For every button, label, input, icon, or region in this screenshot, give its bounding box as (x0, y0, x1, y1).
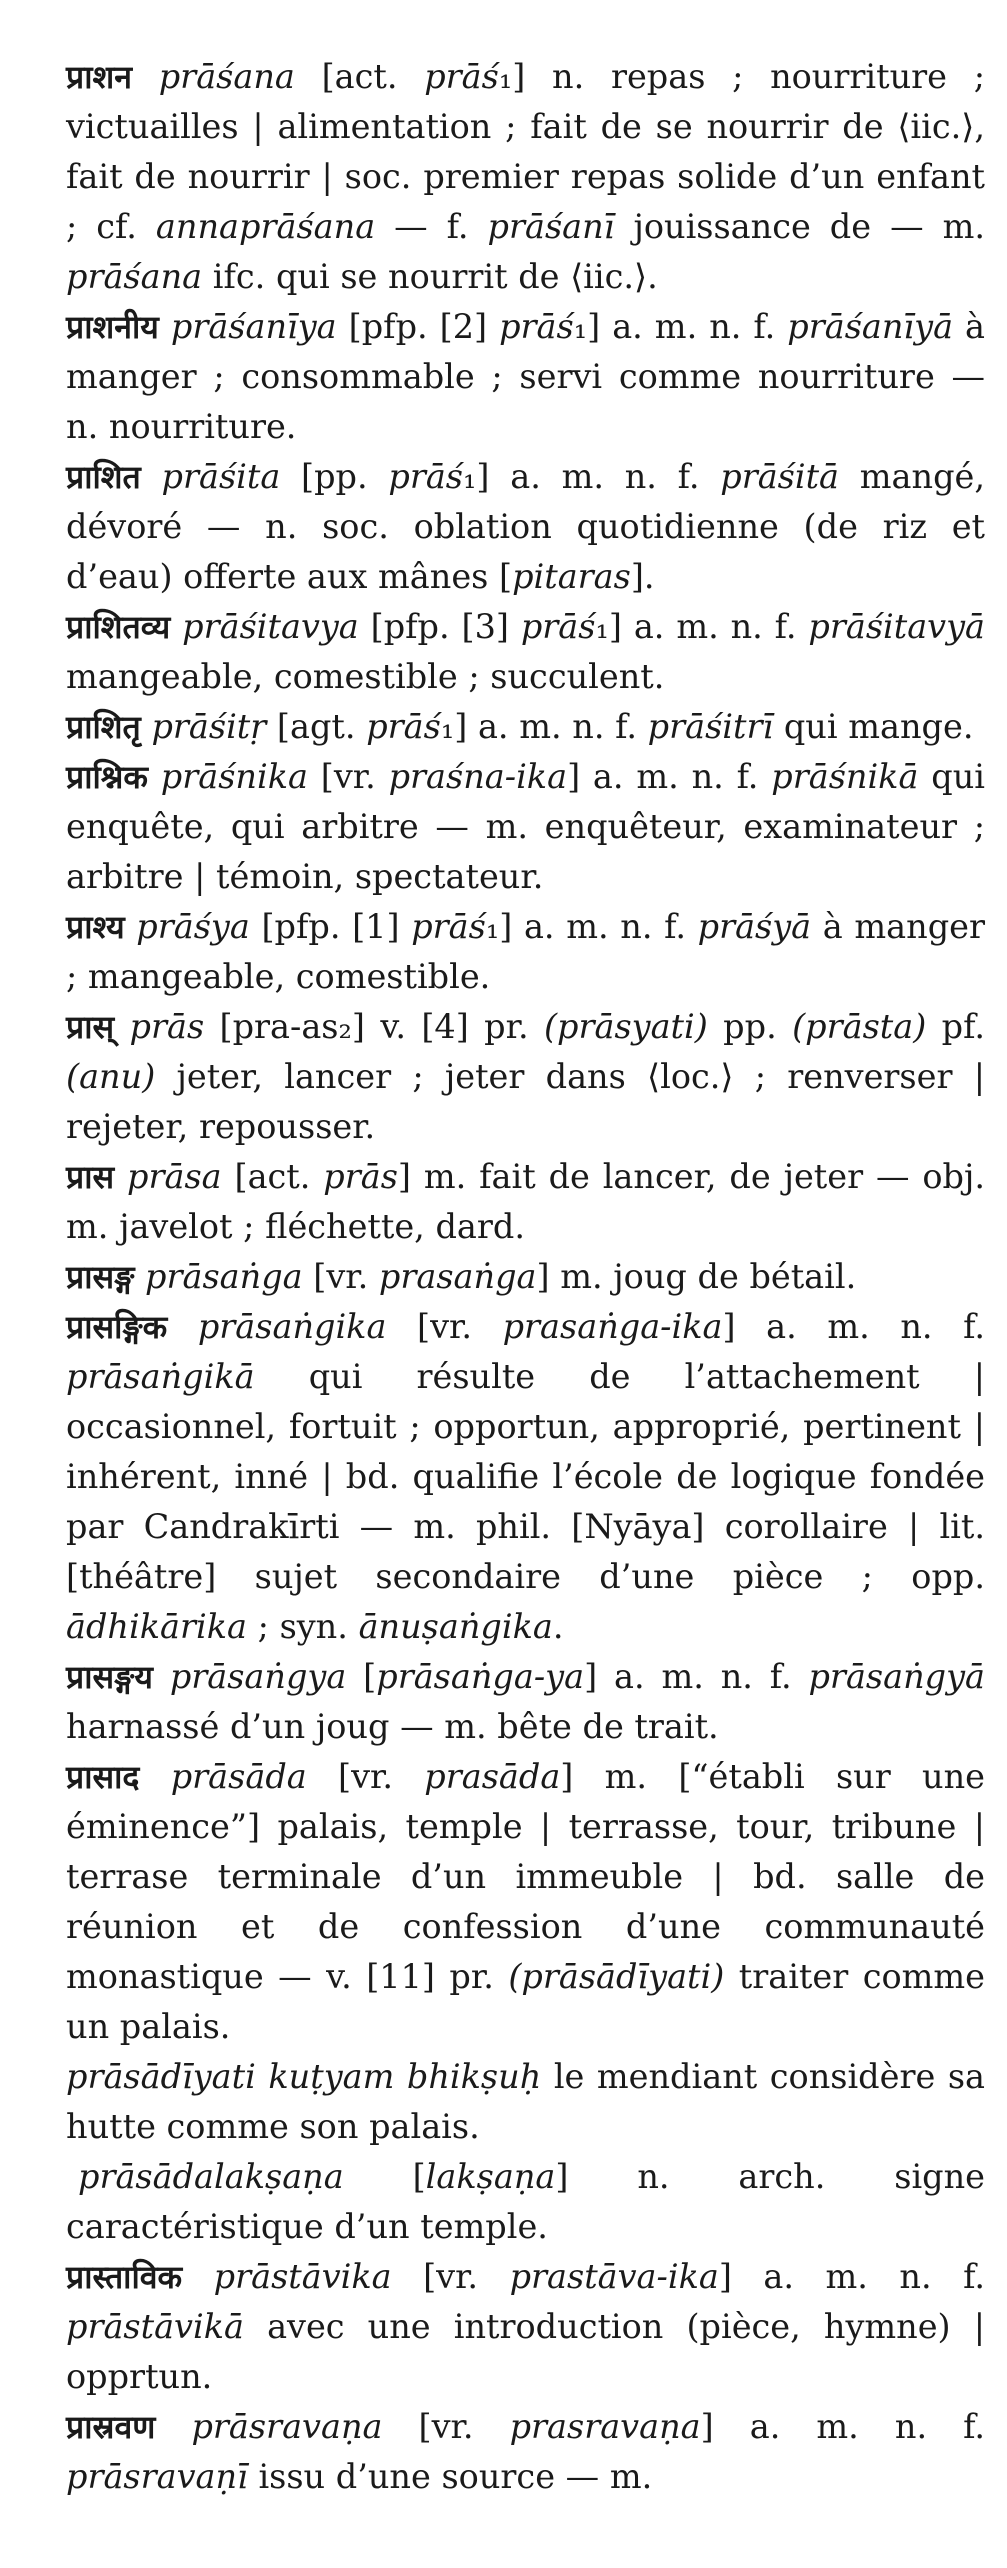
headword-devanagari: प्रासङ्गय (66, 1658, 153, 1696)
headword-transliteration: prāsaṅgika (197, 1307, 387, 1346)
definition-text: [vr. (306, 1757, 425, 1796)
italic-term: prāś (388, 457, 463, 496)
headword-transliteration: prāśya (136, 907, 250, 946)
headword-devanagari: प्राशन (66, 58, 133, 96)
definition-text: ] a. m. n. f. (584, 1657, 809, 1696)
definition-text: [ (343, 2157, 426, 2196)
italic-term: (prāsādīyati) (508, 1957, 725, 1996)
definition-text: pp. (707, 1007, 793, 1046)
headword-devanagari: प्रास्ताविक (66, 2258, 183, 2296)
definition-text: [ (346, 1657, 377, 1696)
dictionary-entry (66, 2402, 985, 2502)
definition-text: [pra-as₂] v. [4] pr. (204, 1007, 544, 1046)
italic-term: prāś (424, 57, 499, 96)
dictionary-entry (66, 702, 985, 752)
definition-text: [pp. (280, 457, 389, 496)
dictionary-entry (66, 1302, 985, 1652)
definition-text: ] m. [“établi sur une éminence”] palais, temple | terrasse, tour, tribune | terrase terminale d’un immeuble | bd. salle de réunion et de confession d’une communauté monastique — v. [11] pr. (66, 1757, 985, 1996)
dictionary-entry (66, 902, 985, 1002)
definition-text: [vr. (302, 1257, 379, 1296)
definition-text: ₁] a. m. n. f. (595, 607, 809, 646)
definition-text: ] a. m. n. f. (700, 2407, 985, 2446)
definition-text: harnassé d’un joug — m. bête de trait. (66, 1707, 719, 1746)
headword-transliteration: prāśana (158, 57, 295, 96)
italic-term: prasaṅga-ika (502, 1307, 723, 1346)
definition-text: ] m. fait de lancer, de jeter — obj. m. javelot ; fléchette, dard. (66, 1157, 985, 1246)
definition-text: traiter comme un palais. (66, 1957, 985, 2046)
definition-text: mangeable, comestible ; succulent. (66, 657, 665, 696)
italic-term: (prāsta) (792, 1007, 927, 1046)
dictionary-example (66, 2052, 985, 2152)
headword-transliteration: prāśitavya (182, 607, 359, 646)
italic-term: prāśitavyā (808, 607, 986, 646)
italic-term: prasravaṇa (509, 2407, 701, 2446)
italic-term: prāstāvikā (66, 2307, 244, 2346)
italic-term: prāśitā (720, 457, 840, 496)
definition-text: [vr. (382, 2407, 510, 2446)
headword-devanagari: प्रास्रवण (66, 2408, 156, 2446)
headword-transliteration: prāśita (161, 457, 281, 496)
headword-transliteration: prāśanīya (170, 307, 337, 346)
dictionary-entry (66, 1752, 985, 2052)
definition-text: [pfp. [3] (358, 607, 521, 646)
italic-term: prastāva-ika (509, 2257, 719, 2296)
italic-term: prāś (520, 607, 596, 646)
definition-text: pf. (926, 1007, 985, 1046)
dictionary-entry (66, 452, 985, 602)
definition-text: issu d’une source — m. (247, 2457, 653, 2496)
headword-devanagari: प्रास् (66, 1008, 115, 1046)
headword-transliteration: prās (129, 1007, 205, 1046)
dictionary-entry (66, 602, 985, 702)
dictionary-entry (66, 1152, 985, 1252)
definition-text: [pfp. [2] (336, 307, 500, 346)
headword-devanagari: प्राशितृ (66, 708, 141, 746)
italic-term: lakṣaṇa (425, 2157, 556, 2196)
definition-text: ; syn. (246, 1607, 359, 1646)
headword-devanagari: प्रासाद (66, 1758, 140, 1796)
italic-term: prasāda (424, 1757, 561, 1796)
definition-text: — f. (375, 207, 488, 246)
definition-text: ₁] a. m. n. f. (573, 307, 788, 346)
italic-term: prāśana (66, 257, 203, 296)
dictionary-entry (66, 1652, 985, 1752)
definition-text: ] n. arch. signe caractéristique d’un temple. (66, 2157, 986, 2246)
dictionary-entry (66, 2252, 985, 2402)
headword-devanagari: प्राशितव्य (66, 608, 171, 646)
definition-text: ₁] a. m. n. f. (463, 457, 721, 496)
italic-term: (prāsyati) (543, 1007, 708, 1046)
headword-devanagari: प्राशनीय (66, 308, 159, 346)
definition-text: qui mange. (773, 707, 974, 746)
definition-text: [vr. (391, 2257, 510, 2296)
definition-text: jeter, lancer ; jeter dans ⟨loc.⟩ ; renverser | rejeter, repousser. (66, 1057, 985, 1146)
headword-devanagari: प्राश्य (66, 908, 125, 946)
headword-devanagari: प्रासङ्गिक (66, 1308, 168, 1346)
italic-term: prāś (499, 307, 574, 346)
headword-transliteration: prāsaṅga (145, 1257, 303, 1296)
definition-text: ] a. m. n. f. (718, 2257, 985, 2296)
dictionary-entry (66, 1252, 985, 1302)
definition-text: ifc. qui se nourrit de ⟨iic.⟩. (202, 257, 658, 296)
italic-term: ānuṣaṅgika (358, 1607, 553, 1646)
definition-text: ₁] a. m. n. f. (485, 907, 698, 946)
definition-text: [vr. (307, 757, 389, 796)
dictionary-entry (66, 52, 985, 302)
definition-text: avec une introduction (pièce, hymne) | opprtun. (66, 2307, 985, 2396)
headword-transliteration: prāsravaṇa (191, 2407, 383, 2446)
italic-term: prāśitrī (647, 707, 774, 746)
italic-term: prasaṅga (378, 1257, 537, 1296)
italic-term: prās (323, 1157, 398, 1196)
definition-text: [pfp. [1] (249, 907, 412, 946)
definition-text: . (552, 1607, 564, 1646)
italic-term: prāsādalakṣaṇa (78, 2157, 344, 2196)
headword-transliteration: prāsaṅgya (169, 1657, 347, 1696)
dictionary-sub (66, 2152, 985, 2252)
headword-transliteration: prāśitṛ (151, 707, 267, 746)
italic-term: prāśanīyā (787, 307, 954, 346)
italic-term: prāsravaṇī (66, 2457, 248, 2496)
italic-term: (anu) (66, 1057, 156, 1096)
dictionary-page (66, 52, 985, 2502)
italic-term: annaprāśana (155, 207, 376, 246)
definition-text: ] m. joug de bétail. (536, 1257, 857, 1296)
italic-term: prāsaṅgikā (66, 1357, 255, 1396)
definition-text: [agt. (266, 707, 367, 746)
dictionary-entry (66, 752, 985, 902)
definition-text: [act. (221, 1157, 324, 1196)
definition-text: [vr. (386, 1307, 503, 1346)
headword-transliteration: prāsa (127, 1157, 222, 1196)
definition-text: [act. (294, 57, 425, 96)
italic-term: prāśanī (487, 207, 615, 246)
headword-devanagari: प्राश्निक (66, 758, 148, 796)
definition-text: jouissance de — m. (614, 207, 985, 246)
definition-text: ₁] a. m. n. f. (440, 707, 648, 746)
definition-text: à manger ; consommable ; servi comme nourriture — n. nourriture. (66, 307, 986, 446)
definition-text: ] a. m. n. f. (567, 757, 772, 796)
italic-term: prāśyā (697, 907, 812, 946)
definition-text: ] a. m. n. f. (722, 1307, 986, 1346)
definition-text: à manger ; mangeable, comestible. (66, 907, 985, 996)
dictionary-entry (66, 1002, 985, 1152)
italic-term: prāsaṅga-ya (376, 1657, 585, 1696)
italic-term: prāsaṅgyā (808, 1657, 985, 1696)
italic-term: prāśnikā (771, 757, 919, 796)
dictionary-entry (66, 302, 985, 452)
definition-text: ₁] n. repas ; nourriture ; victuailles | alimentation ; fait de se nourrir de ⟨iic.⟩, fait de nourrir | soc. premier repas solide d’un enfant ; cf. (66, 57, 985, 246)
headword-devanagari: प्रास (66, 1158, 115, 1196)
definition-text: qui résulte de l’attachement | occasionnel, fortuit ; opportun, approprié, pertinent | inhérent, inné | bd. qualifie l’école de logique fondée par Candrakīrti — m. phil. [Nyāya] corollaire | lit. [théâtre] sujet secondaire d’une pièce ; opp. (66, 1357, 985, 1596)
headword-devanagari: प्राशित (66, 458, 141, 496)
headword-transliteration: prāstāvika (213, 2257, 392, 2296)
italic-term: pitaras (512, 557, 631, 596)
definition-text: ]. (630, 557, 655, 596)
definition-text: qui enquête, qui arbitre — m. enquêteur, examinateur ; arbitre | témoin, spectateur. (66, 757, 985, 896)
italic-term: prāś (411, 907, 486, 946)
italic-term: ādhikārika (66, 1607, 247, 1646)
italic-term: praśna-ika (388, 757, 568, 796)
definition-text: mangé, dévoré — n. soc. oblation quotidienne (de riz et d’eau) offerte aux mânes [ (66, 457, 985, 596)
headword-transliteration: prāsāda (170, 1757, 307, 1796)
headword-devanagari: प्रासङ्ग (66, 1258, 135, 1296)
italic-term: prāsādīyati kuṭyam bhikṣuḥ (66, 2057, 542, 2096)
headword-transliteration: prāśnika (160, 757, 308, 796)
italic-term: prāś (366, 707, 441, 746)
definition-text: le mendiant considère sa hutte comme son palais. (66, 2057, 985, 2146)
